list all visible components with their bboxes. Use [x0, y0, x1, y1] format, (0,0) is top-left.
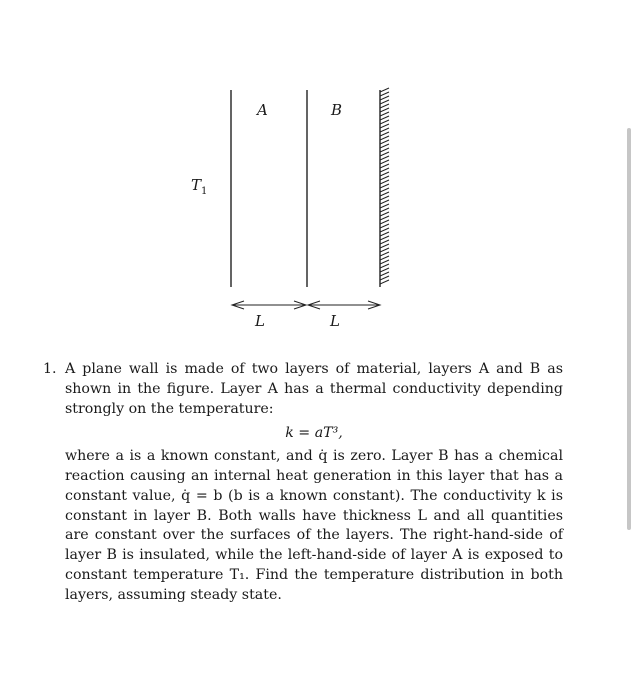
- insulation-hatching: [380, 88, 389, 284]
- thickness-label-left: L: [255, 312, 265, 330]
- problem-body: [65, 360, 563, 606]
- problem-statement: [43, 360, 563, 606]
- wall-diagram: [0, 0, 635, 345]
- scrollbar[interactable]: [627, 128, 631, 530]
- problem-number: 1.: [43, 361, 57, 377]
- dimension-arrow-left: [232, 301, 306, 309]
- temperature-label-T1: [191, 178, 207, 199]
- layer-label-A: A: [257, 101, 268, 119]
- t1-subscript: 1: [201, 186, 208, 197]
- t1-symbol: T: [191, 176, 202, 194]
- dimension-arrow-right: [308, 301, 380, 309]
- layer-label-B: B: [331, 101, 343, 119]
- problem-intro: A plane wall is made of two layers of material, layers A and B as shown in the figure. Layer A has a thermal conductivity depending strongly on the temperature:: [65, 361, 563, 417]
- problem-description: where a is a known constant, and q̇ is zero. Layer B has a chemical reaction causing an internal heat generation in this layer that has a constant value, q̇ = b (b is a known constant). The conductivity k is constant in layer B. Both walls have thickness L and all quantities are constant over the surfaces of the layers. The right-hand-side of layer B is insulated, while the left-hand-side of layer A is exposed to constant temperature T₁. Find the temperature distribution in both layers, assuming steady state.: [65, 448, 563, 603]
- thickness-label-right: L: [330, 312, 340, 330]
- wall-figure: [0, 0, 635, 345]
- conductivity-equation: k = aT³,: [285, 425, 343, 442]
